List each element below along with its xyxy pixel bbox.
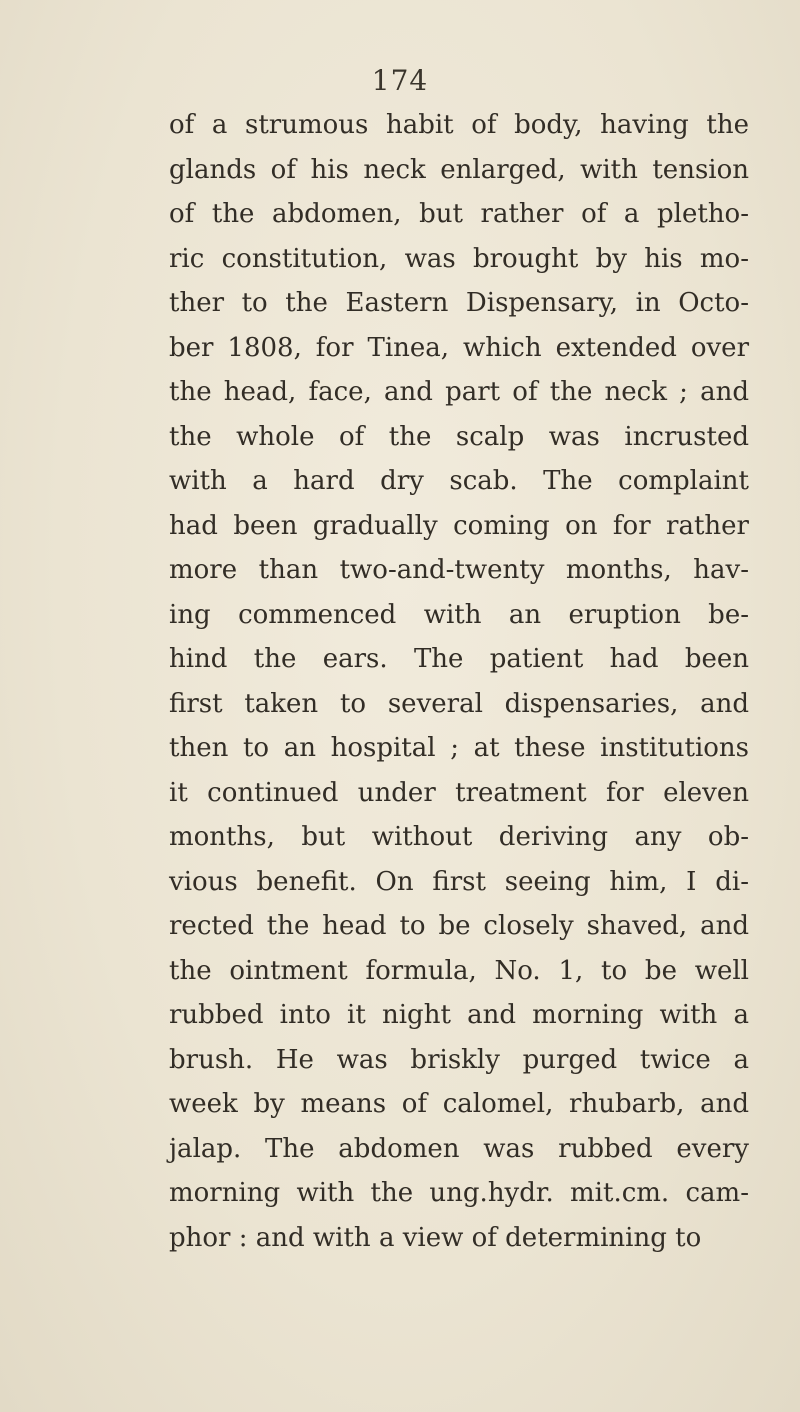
page-number: 174 xyxy=(371,64,429,97)
text-line: rubbed into it night and morning with a xyxy=(169,1000,749,1030)
text-line: ing commenced with an eruption be- xyxy=(169,599,749,630)
text-line: ric constitution, was brought by his mo- xyxy=(169,243,749,274)
text-line: months, but without deriving any ob- xyxy=(169,822,749,852)
text-line: the ointment formula, No. 1, to be well xyxy=(169,955,749,986)
text-line: vious benefit. On first seeing him, I di- xyxy=(169,866,749,897)
text-line: first taken to several dispensaries, and xyxy=(169,688,749,719)
text-line: ber 1808, for Tinea, which extended over xyxy=(169,332,749,363)
text-line: hind the ears. The patient had been xyxy=(169,644,749,674)
text-line: more than two-and-twenty months, hav- xyxy=(169,555,749,585)
text-line: the whole of the scalp was incrusted xyxy=(169,421,749,452)
text-line: glands of his neck enlarged, with tension xyxy=(169,154,749,185)
text-line: then to an hospital ; at these institutions xyxy=(169,733,749,763)
text-line: of a strumous habit of body, having the xyxy=(169,110,749,140)
text-line: it continued under treatment for eleven xyxy=(169,777,749,808)
text-line: jalap. The abdomen was rubbed every xyxy=(169,1133,749,1164)
text-line: week by means of calomel, rhubarb, and xyxy=(169,1089,749,1119)
text-line: brush. He was briskly purged twice a xyxy=(169,1044,749,1075)
text-line: had been gradually coming on for rather xyxy=(169,510,749,541)
text-line: phor : and with a view of determining to xyxy=(169,1222,702,1253)
text-line: morning with the ung.hydr. mit.cm. cam- xyxy=(169,1178,749,1208)
text-line: with a hard dry scab. The complaint xyxy=(169,466,749,496)
text-line: rected the head to be closely shaved, and xyxy=(169,911,749,941)
text-line: ther to the Eastern Dispensary, in Octo- xyxy=(169,288,749,318)
text-line: of the abdomen, but rather of a pletho- xyxy=(169,199,749,229)
body-text xyxy=(169,103,749,1260)
text-line: the head, face, and part of the neck ; and xyxy=(169,377,749,407)
